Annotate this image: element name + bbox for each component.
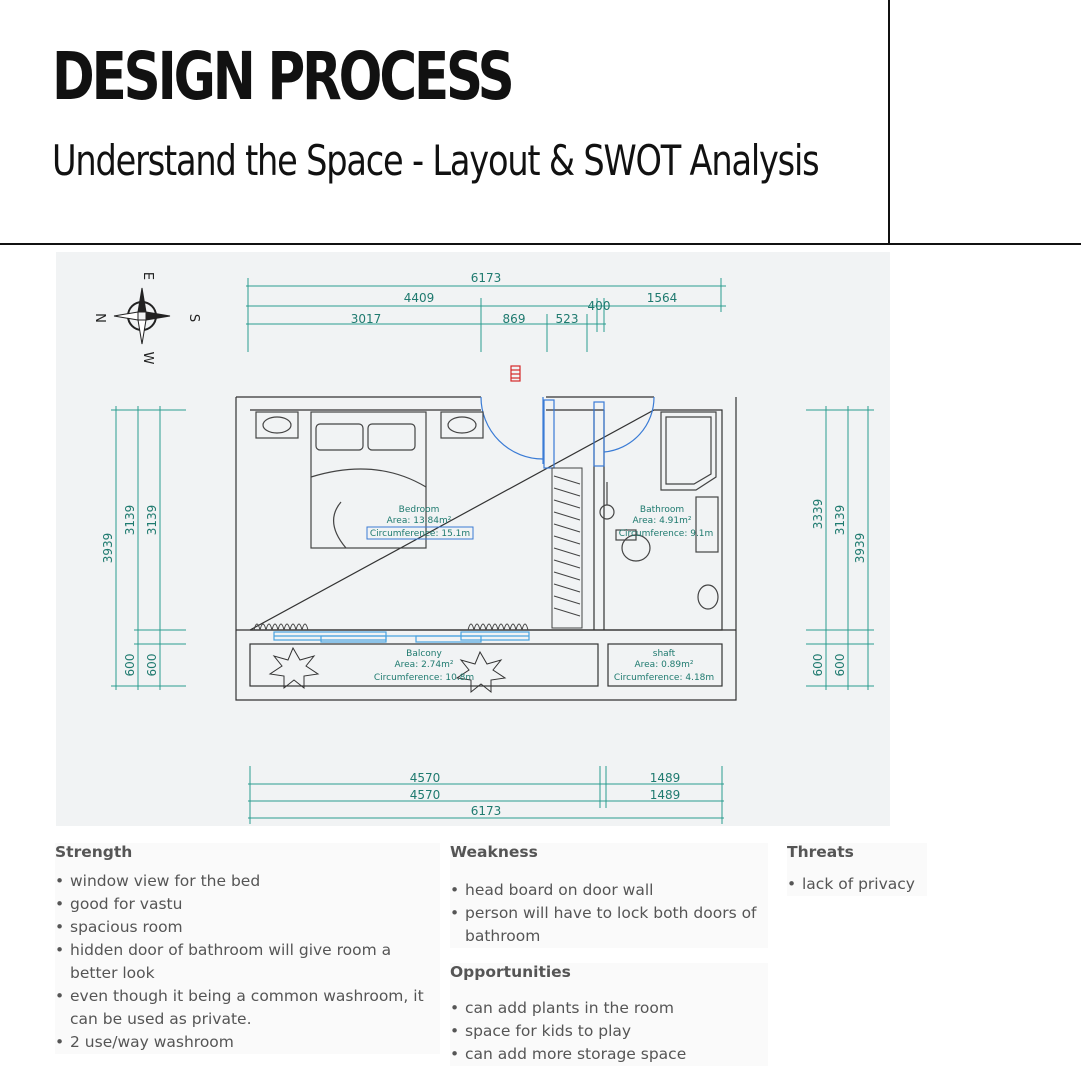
dim-right-c: 600 bbox=[811, 653, 825, 677]
threats-heading: Threats bbox=[787, 843, 854, 861]
dim-top-small: 400 bbox=[587, 299, 611, 313]
left-dimension-lines bbox=[111, 406, 186, 690]
compass-west: W bbox=[140, 351, 155, 365]
list-item: • head board on door wall bbox=[450, 879, 768, 902]
list-item: • lack of privacy bbox=[787, 873, 927, 896]
header-divider bbox=[888, 0, 890, 243]
bathroom-area: Area: 4.91m² bbox=[632, 516, 692, 526]
wardrobe-icon bbox=[552, 468, 582, 628]
dim-right-a: 3339 bbox=[811, 498, 825, 530]
swot-threats bbox=[787, 843, 927, 896]
bedroom-label: Bedroom bbox=[398, 505, 440, 515]
compass-north: N bbox=[92, 313, 107, 323]
dim-top-total: 6173 bbox=[470, 271, 502, 285]
list-item: • good for vastu bbox=[55, 893, 440, 916]
shaft-circumference: Circumference: 4.18m bbox=[613, 673, 715, 683]
list-item: • space for kids to play bbox=[450, 1020, 768, 1043]
compass-icon bbox=[114, 288, 170, 344]
swot-weakness bbox=[450, 843, 768, 948]
list-item: • can add plants in the room bbox=[450, 997, 768, 1020]
dim-bottom-total: 6173 bbox=[470, 804, 502, 818]
dim-top-b: 869 bbox=[502, 312, 526, 326]
strength-list bbox=[55, 870, 440, 1054]
dim-bottom-a2: 4570 bbox=[409, 788, 441, 802]
list-item: • person will have to lock both doors of bathroom bbox=[450, 902, 768, 948]
red-arrow-icon bbox=[511, 366, 520, 381]
dim-top-a: 3017 bbox=[350, 312, 382, 326]
dim-right-d: 600 bbox=[833, 653, 847, 677]
balcony-area: Area: 2.74m² bbox=[394, 660, 454, 670]
shaft-area: Area: 0.89m² bbox=[634, 660, 694, 670]
list-item: • 2 use/way washroom bbox=[55, 1031, 440, 1054]
threats-list bbox=[787, 873, 927, 896]
header bbox=[0, 0, 1081, 245]
dim-right-b: 3139 bbox=[833, 504, 847, 536]
dim-left-d: 600 bbox=[145, 653, 159, 677]
compass-south: S bbox=[186, 313, 201, 323]
page-title: DESIGN PROCESS bbox=[52, 38, 512, 115]
list-item: • even though it being a common washroom, it can be used as private. bbox=[55, 985, 440, 1031]
bedroom-area: Area: 13.84m² bbox=[386, 516, 452, 526]
dim-bottom-a1: 4570 bbox=[409, 771, 441, 785]
swot-strength bbox=[55, 843, 440, 1054]
bed-icon bbox=[256, 412, 483, 548]
swot-opportunities bbox=[450, 963, 768, 1066]
strength-heading: Strength bbox=[55, 843, 133, 861]
dim-left-total: 3939 bbox=[101, 532, 115, 564]
floor-plan bbox=[56, 252, 890, 826]
balcony-circumference: Circumference: 10.8m bbox=[373, 673, 475, 683]
dim-bottom-b2: 1489 bbox=[649, 788, 681, 802]
dim-left-a: 3139 bbox=[123, 504, 137, 536]
bathroom-label: Bathroom bbox=[639, 505, 685, 515]
weakness-list bbox=[450, 879, 768, 948]
page-subtitle: Understand the Space - Layout & SWOT Analysis bbox=[52, 136, 819, 185]
compass-east: E bbox=[140, 271, 155, 281]
dim-top-right: 1564 bbox=[646, 291, 678, 305]
weakness-heading: Weakness bbox=[450, 843, 538, 861]
dim-right-total: 3939 bbox=[853, 532, 867, 564]
list-item: • hidden door of bathroom will give room a better look bbox=[55, 939, 440, 985]
list-item: • spacious room bbox=[55, 916, 440, 939]
balcony-label: Balcony bbox=[406, 649, 442, 659]
opportunities-list bbox=[450, 997, 768, 1066]
shaft-label: shaft bbox=[652, 649, 676, 659]
dim-bottom-b1: 1489 bbox=[649, 771, 681, 785]
dim-left-c: 600 bbox=[123, 653, 137, 677]
bedroom-circumference: Circumference: 15.1m bbox=[369, 529, 471, 539]
curtains bbox=[254, 624, 528, 630]
list-item: • window view for the bed bbox=[55, 870, 440, 893]
dim-left-b: 3139 bbox=[145, 504, 159, 536]
opportunities-heading: Opportunities bbox=[450, 963, 571, 981]
list-item: • can add more storage space bbox=[450, 1043, 768, 1066]
dim-top-left: 4409 bbox=[403, 291, 435, 305]
top-dimension-lines bbox=[246, 278, 726, 352]
bathroom-circumference: Circumference: 9.1m bbox=[618, 529, 714, 539]
balcony-windows bbox=[274, 632, 529, 642]
dim-top-c: 523 bbox=[555, 312, 579, 326]
